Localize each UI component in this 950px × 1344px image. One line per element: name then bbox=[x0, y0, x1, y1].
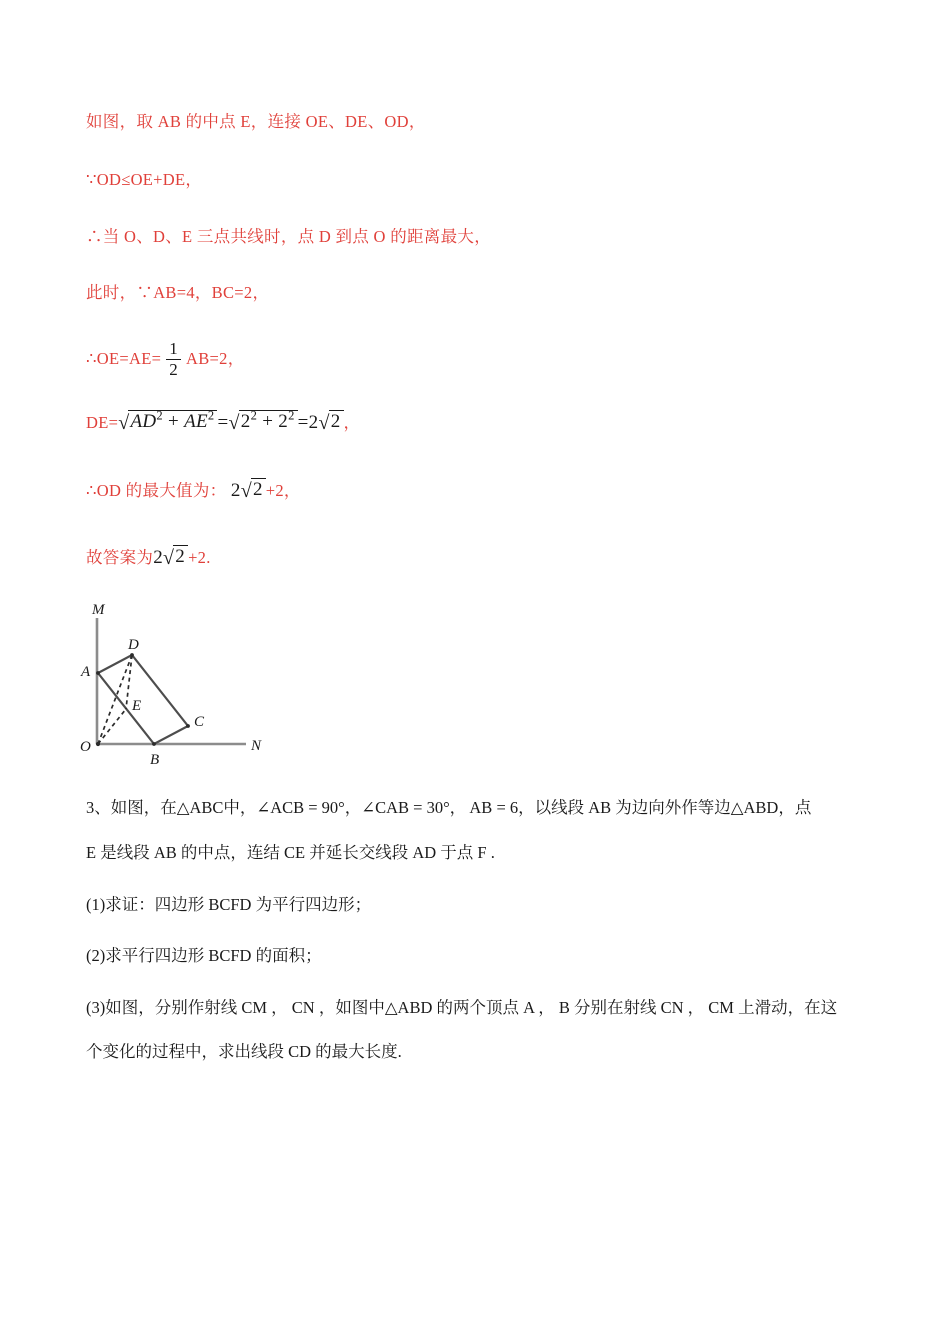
exponent-2d: 2 bbox=[288, 408, 295, 423]
solution-line-7-prefix: ∴OD 的最大值为： bbox=[86, 481, 227, 500]
sqrt-ad2-plus-ae2 bbox=[118, 408, 217, 434]
sqrt-2 bbox=[318, 411, 343, 433]
figure-label-o: O bbox=[80, 739, 91, 755]
solution-line-8 bbox=[86, 546, 211, 568]
vertex-dot-c bbox=[186, 724, 190, 728]
sqrt-2-line8 bbox=[163, 546, 188, 568]
figure-label-b: B bbox=[150, 752, 160, 768]
radical-symbol-icon-5: √ bbox=[163, 547, 175, 569]
radical-symbol-icon-4: √ bbox=[240, 480, 252, 502]
solution-line-2: ∵OD≤OE+DE， bbox=[86, 170, 203, 189]
solution-line-3: ∴当 O、D、E 三点共线时，点 D 到点 O 的距离最大， bbox=[86, 227, 491, 246]
figure-label-a: A bbox=[81, 664, 91, 680]
fraction-numerator: 1 bbox=[169, 339, 179, 358]
radicand-2: 2 bbox=[330, 411, 341, 432]
exponent-2b: 2 bbox=[207, 408, 215, 423]
coefficient-2: 2 bbox=[308, 412, 319, 433]
solution-line-7 bbox=[86, 479, 301, 501]
exponent-2c: 2 bbox=[250, 408, 258, 423]
exponent-2: 2 bbox=[156, 408, 163, 423]
dashed-segment-od bbox=[98, 655, 132, 744]
solution-line-8-prefix: 故答案为 bbox=[86, 548, 154, 567]
solution-line-6-prefix: DE= bbox=[86, 413, 119, 432]
coefficient-2-line8: 2 bbox=[153, 547, 164, 568]
equals-2: = bbox=[297, 412, 309, 433]
plus-operator-2: + bbox=[257, 411, 279, 432]
vertex-dot-d bbox=[130, 653, 134, 657]
problem3-line-1: 3、如图，在△ABC中，∠ACB = 90°，∠CAB = 30°， AB = 6，以线段 AB 为边向外作等边△ABD，点 bbox=[86, 798, 812, 817]
figure-label-e: E bbox=[132, 698, 142, 714]
fraction-denominator: 2 bbox=[166, 359, 181, 379]
solution-line-8-suffix: +2. bbox=[188, 548, 211, 567]
fraction-one-half bbox=[166, 340, 181, 379]
figure-label-c: C bbox=[194, 714, 205, 730]
figure-label-n: N bbox=[251, 738, 262, 754]
dashed-segment-oe bbox=[98, 709, 126, 744]
vertex-dot-o bbox=[96, 742, 100, 746]
solution-line-4: 此时，∵AB=4，BC=2， bbox=[86, 283, 270, 302]
solution-line-6 bbox=[86, 408, 361, 434]
radical-symbol-icon-3: √ bbox=[318, 412, 330, 434]
solution-line-7-suffix: +2， bbox=[265, 481, 301, 500]
radical-symbol-icon: √ bbox=[118, 412, 130, 434]
figure-label-d: D bbox=[128, 637, 139, 653]
sqrt-2-line7 bbox=[241, 479, 266, 501]
numeral-2b: 2 bbox=[278, 411, 289, 432]
equals-1: = bbox=[217, 412, 229, 433]
problem3-line-2: E 是线段 AB 的中点，连结 CE 并延长交线段 AD 于点 F . bbox=[86, 843, 495, 862]
rectangle-abcd bbox=[98, 655, 188, 744]
solution-line-1: 如图，取 AB 的中点 E，连接 OE、DE、OD， bbox=[86, 112, 426, 131]
problem3-question-1: (1)求证：四边形 BCFD 为平行四边形； bbox=[86, 895, 372, 914]
plus-operator: + bbox=[162, 411, 185, 432]
vertex-dot-b bbox=[152, 742, 156, 746]
term-ad: AD bbox=[130, 411, 157, 432]
numeral-2a: 2 bbox=[240, 411, 251, 432]
geometry-figure bbox=[70, 596, 360, 776]
sqrt-2sq-plus-2sq bbox=[228, 408, 298, 434]
radicand-2-line7: 2 bbox=[252, 479, 263, 500]
coefficient-2-line7: 2 bbox=[230, 480, 241, 501]
figure-label-m: M bbox=[92, 602, 105, 618]
solution-line-6-comma: ， bbox=[343, 413, 361, 432]
solution-line-5 bbox=[86, 341, 245, 380]
radicand-2-line8: 2 bbox=[175, 546, 186, 567]
problem3-question-3-line-1: (3)如图，分别作射线 CM ， CN ，如图中△ABD 的两个顶点 A ， B 分别在射线 CN ， CM 上滑动，在这 bbox=[86, 998, 838, 1017]
solution-line-5-suffix: AB=2， bbox=[186, 349, 245, 369]
geometry-figure-svg bbox=[70, 596, 360, 776]
solution-line-5-prefix: ∴OE=AE= bbox=[86, 349, 162, 369]
term-ae: AE bbox=[184, 411, 208, 432]
problem3-question-2: (2)求平行四边形 BCFD 的面积； bbox=[86, 946, 322, 965]
vertex-dot-a bbox=[96, 671, 100, 675]
radical-symbol-icon-2: √ bbox=[228, 412, 240, 434]
problem3-question-3-line-2: 个变化的过程中，求出线段 CD 的最大长度. bbox=[86, 1042, 402, 1061]
